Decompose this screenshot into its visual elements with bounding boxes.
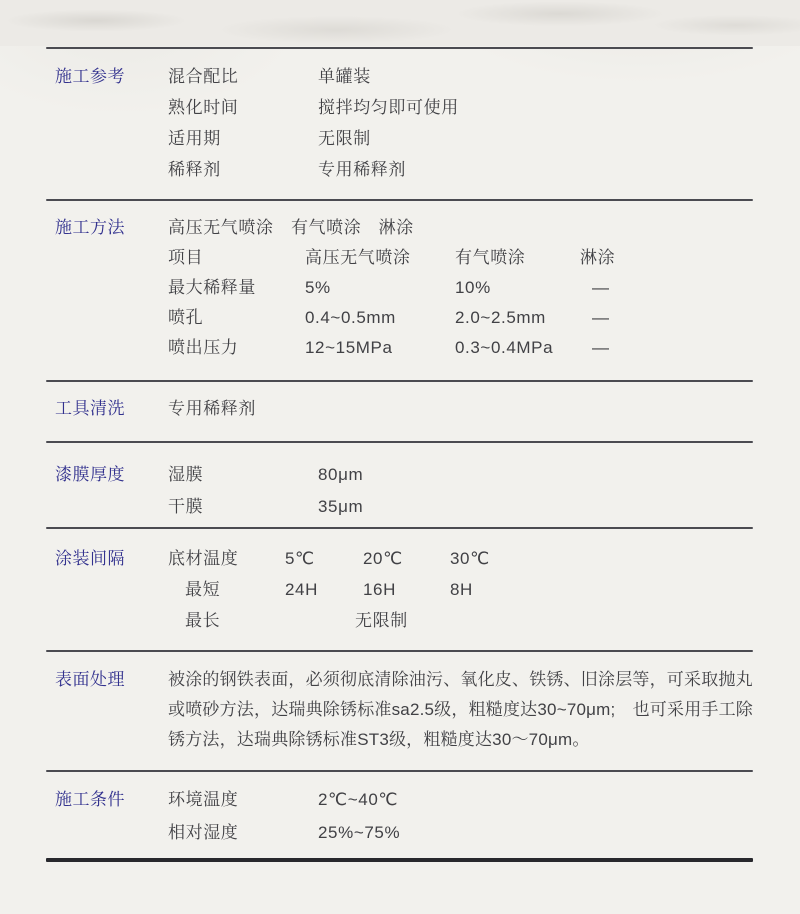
section-heading: 施工方法 <box>55 218 125 237</box>
table-cell: 2.0~2.5mm <box>455 308 546 327</box>
section-tool-cleaning <box>0 382 800 441</box>
table-cell: 0.3~0.4MPa <box>455 338 554 357</box>
method-list <box>168 213 753 243</box>
section-heading: 施工参考 <box>55 67 125 86</box>
table-cell: — <box>592 278 610 297</box>
row-label: 最短 <box>185 580 221 599</box>
table-cell: 12~15MPa <box>305 338 393 357</box>
row-value: 专用稀释剂 <box>318 160 406 179</box>
row-value: 80μm <box>318 465 364 484</box>
table-row <box>168 605 753 636</box>
table-row <box>168 273 753 303</box>
row-value: 搅拌均匀即可使用 <box>318 98 459 117</box>
row-label: 熟化时间 <box>168 98 239 117</box>
table-cell: 喷孔 <box>168 308 204 327</box>
table-header-row <box>168 543 753 574</box>
table-row <box>168 491 753 523</box>
section-recoat-interval <box>0 529 800 650</box>
table-row <box>168 816 753 849</box>
paper-texture-band <box>0 0 800 46</box>
table-cell: 8H <box>450 580 473 599</box>
row-value: 单罐装 <box>318 67 371 86</box>
row-value: 2℃~40℃ <box>318 790 399 809</box>
row-label: 底材温度 <box>168 549 239 568</box>
table-cell: 30℃ <box>450 549 490 568</box>
table-cell: — <box>592 338 610 357</box>
table-cell: 16H <box>363 580 396 599</box>
table-header-row <box>168 243 753 273</box>
table-header-cell: 有气喷涂 <box>455 248 526 267</box>
section-surface-treatment <box>0 652 800 770</box>
table-row <box>168 154 753 185</box>
row-label: 混合配比 <box>168 67 239 86</box>
table-cell: 24H <box>285 580 318 599</box>
section-heading: 涂装间隔 <box>55 549 125 568</box>
table-header-cell: 项目 <box>168 248 204 267</box>
table-cell: 10% <box>455 278 491 297</box>
table-row <box>168 783 753 816</box>
table-cell: — <box>592 308 610 327</box>
table-row <box>168 92 753 123</box>
section-heading: 工具清洗 <box>55 399 125 418</box>
section-heading: 漆膜厚度 <box>55 465 125 484</box>
row-value: 无限制 <box>318 129 371 148</box>
table-header-cell: 淋涂 <box>580 248 616 267</box>
row-label: 相对湿度 <box>168 823 239 842</box>
table-row <box>168 303 753 333</box>
section-application-reference <box>0 49 800 199</box>
section-application-method <box>0 201 800 380</box>
table-cell: 最大稀释量 <box>168 278 256 297</box>
table-row <box>168 61 753 92</box>
table-cell: 无限制 <box>355 611 408 630</box>
table-cell: 20℃ <box>363 549 403 568</box>
surface-treatment-paragraph: 被涂的钢铁表面，必须彻底清除油污、氧化皮、铁锈、旧涂层等，可采取抛丸或喷砂方法，达瑞典除锈标准sa2.5级，粗糙度达30~70μm; 也可采用手工除锈方法，达瑞典除锈标准ST3级，粗糙度达30～70μm。 <box>168 670 754 749</box>
section-heading: 表面处理 <box>55 670 125 689</box>
table-row <box>168 574 753 605</box>
row-value: 25%~75% <box>318 823 401 842</box>
row-label: 最长 <box>185 611 221 630</box>
row-value: 专用稀释剂 <box>168 399 256 418</box>
table-cell: 5% <box>305 278 331 297</box>
table-row <box>168 333 753 363</box>
table-row <box>168 459 753 491</box>
row-value: 35μm <box>318 497 364 516</box>
table-header-cell: 高压无气喷涂 <box>305 248 411 267</box>
method-item: 有气喷涂 <box>290 218 362 237</box>
method-item: 淋涂 <box>378 218 414 237</box>
bottom-rule <box>46 858 753 862</box>
row-label: 湿膜 <box>168 465 204 484</box>
section-film-thickness <box>0 443 800 527</box>
section-heading: 施工条件 <box>55 790 125 809</box>
table-cell: 5℃ <box>285 549 315 568</box>
table-cell: 喷出压力 <box>168 338 239 357</box>
row-label: 干膜 <box>168 497 204 516</box>
section-application-conditions <box>0 772 800 858</box>
method-item: 高压无气喷涂 <box>168 218 274 237</box>
row-label: 稀释剂 <box>168 160 221 179</box>
row-label: 环境温度 <box>168 790 239 809</box>
row-label: 适用期 <box>168 129 221 148</box>
table-cell: 0.4~0.5mm <box>305 308 396 327</box>
table-row <box>168 123 753 154</box>
